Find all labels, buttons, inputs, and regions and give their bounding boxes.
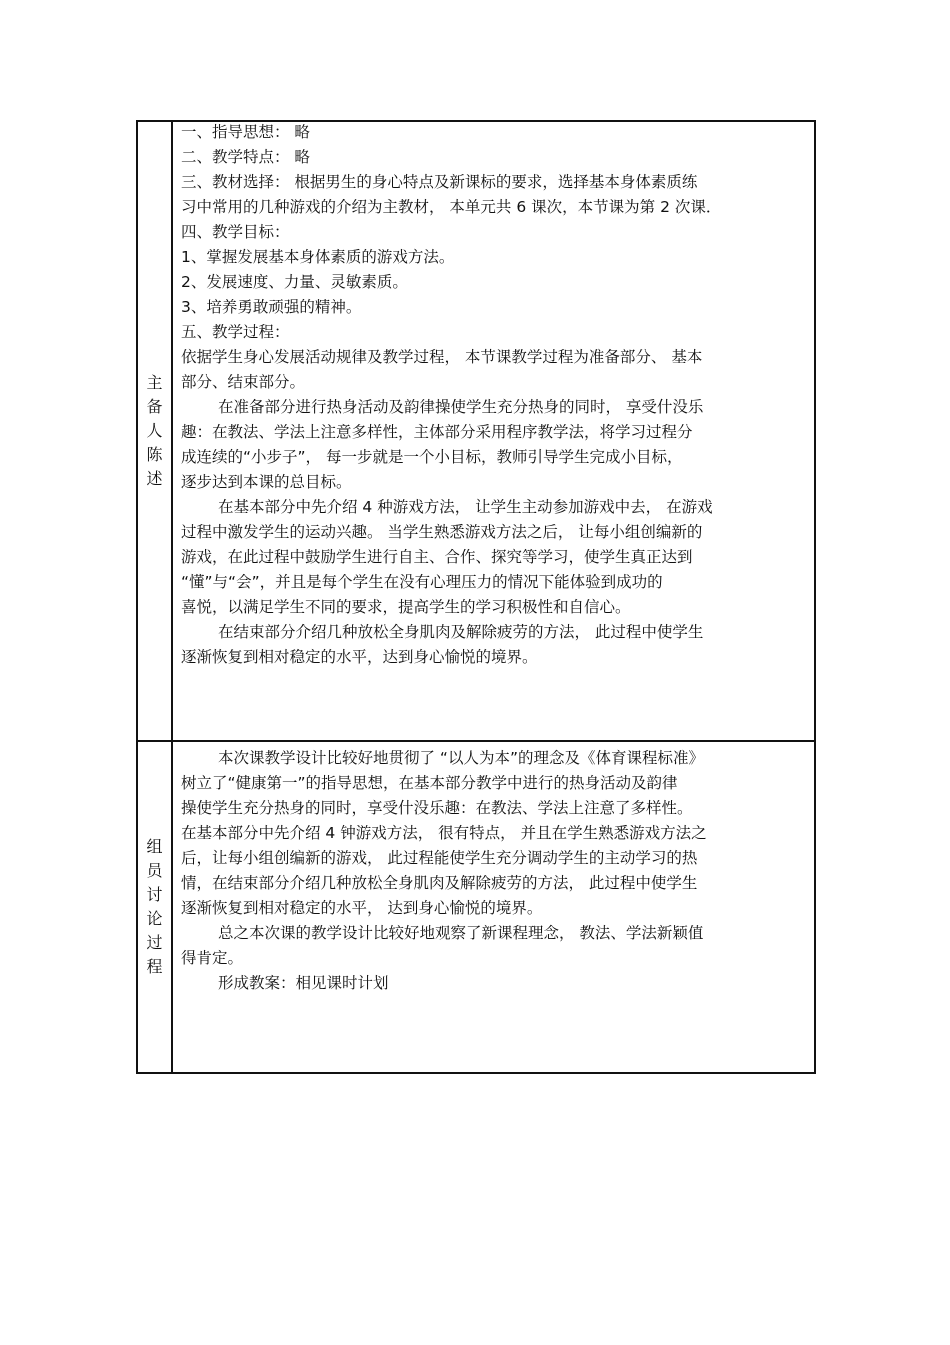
text-line: 五、教学过程： xyxy=(181,323,290,341)
text-line: 四、教学目标： xyxy=(181,223,290,241)
lesson-plan-table xyxy=(136,120,816,1074)
text-line: 形成教案：相见课时计划 xyxy=(218,974,389,992)
text-line: 总之本次课的教学设计比较好地观察了新课程理念， 教法、学法新颖值 xyxy=(218,924,704,942)
text-line: 情，在结束部分介绍几种放松全身肌肉及解除疲劳的方法， 此过程中使学生 xyxy=(181,874,698,892)
label-char: 主 xyxy=(146,373,163,392)
text-line: 一、指导思想： 略 xyxy=(181,123,310,141)
label-char: 陈 xyxy=(146,445,163,464)
text-line: 成连续的“小步子”， 每一步就是一个小目标，教师引导学生完成小目标， xyxy=(181,448,683,466)
section-lead-presenter-row xyxy=(137,121,815,741)
label-char: 备 xyxy=(146,397,163,416)
text-line: 喜悦，以满足学生不同的要求，提高学生的学习积极性和自信心。 xyxy=(181,598,631,616)
text-line: 趣：在教法、学法上注意多样性，主体部分采用程序教学法，将学习过程分 xyxy=(181,423,693,441)
text-line: 在基本部分中先介绍 4 种游戏方法， 让学生主动参加游戏中去， 在游戏 xyxy=(218,498,713,516)
text-line: 逐渐恢复到相对稳定的水平，达到身心愉悦的境界。 xyxy=(181,648,538,666)
text-line: 3、培养勇敢顽强的精神。 xyxy=(181,298,362,316)
text-line: 在基本部分中先介绍 4 钟游戏方法， 很有特点， 并且在学生熟悉游戏方法之 xyxy=(181,824,707,842)
section-label-cell xyxy=(137,741,172,1073)
label-char: 人 xyxy=(146,421,163,440)
group-discussion-text xyxy=(173,742,814,996)
text-line: 习中常用的几种游戏的介绍为主教材， 本单元共 6 课次，本节课为第 2 次课． xyxy=(181,198,722,216)
label-char: 程 xyxy=(146,957,163,976)
text-line: 过程中激发学生的运动兴趣。 当学生熟悉游戏方法之后， 让每小组创编新的 xyxy=(181,523,703,541)
text-line: 树立了“健康第一”的指导思想，在基本部分教学中进行的热身活动及韵律 xyxy=(181,774,678,792)
text-line: 操使学生充分热身的同时，享受什没乐趣：在教法、学法上注意了多样性。 xyxy=(181,799,693,817)
text-line: 得肯定。 xyxy=(181,949,244,967)
section-content-cell xyxy=(172,121,815,741)
label-char: 员 xyxy=(146,861,163,880)
text-line: 在准备部分进行热身活动及韵律操使学生充分热身的同时， 享受什没乐 xyxy=(218,398,704,416)
section-label-lead-presenter xyxy=(146,371,162,491)
text-line: 三、教材选择： 根据男生的身心特点及新课标的要求，选择基本身体素质练 xyxy=(181,173,698,191)
text-line: 逐步达到本课的总目标。 xyxy=(181,473,352,491)
label-char: 组 xyxy=(146,837,163,856)
lead-presenter-statement xyxy=(173,120,814,670)
text-line: 在结束部分介绍几种放松全身肌肉及解除疲劳的方法， 此过程中使学生 xyxy=(218,623,704,641)
label-char: 讨 xyxy=(146,885,163,904)
label-char: 论 xyxy=(146,909,163,928)
text-line: 二、教学特点： 略 xyxy=(181,148,310,166)
section-group-discussion-row xyxy=(137,741,815,1073)
text-line: 2、发展速度、力量、灵敏素质。 xyxy=(181,273,408,291)
text-line: 本次课教学设计比较好地贯彻了 “以人为本”的理念及《体育课程标准》 xyxy=(218,749,704,767)
text-line: 依据学生身心发展活动规律及教学过程， 本节课教学过程为准备部分、 基本 xyxy=(181,348,703,366)
section-label-cell xyxy=(137,121,172,741)
label-char: 过 xyxy=(146,933,163,952)
text-line: 游戏，在此过程中鼓励学生进行自主、合作、探究等学习，使学生真正达到 xyxy=(181,548,693,566)
text-line: “懂”与“会”，并且是每个学生在没有心理压力的情况下能体验到成功的 xyxy=(181,573,663,591)
text-line: 部分、结束部分。 xyxy=(181,373,306,391)
text-line: 后，让每小组创编新的游戏， 此过程能使学生充分调动学生的主动学习的热 xyxy=(181,849,698,867)
section-content-cell xyxy=(172,741,815,1073)
text-line: 逐渐恢复到相对稳定的水平， 达到身心愉悦的境界。 xyxy=(181,899,543,917)
text-line: 1、掌握发展基本身体素质的游戏方法。 xyxy=(181,248,455,266)
section-label-group-discussion xyxy=(146,835,162,979)
label-char: 述 xyxy=(146,469,163,488)
